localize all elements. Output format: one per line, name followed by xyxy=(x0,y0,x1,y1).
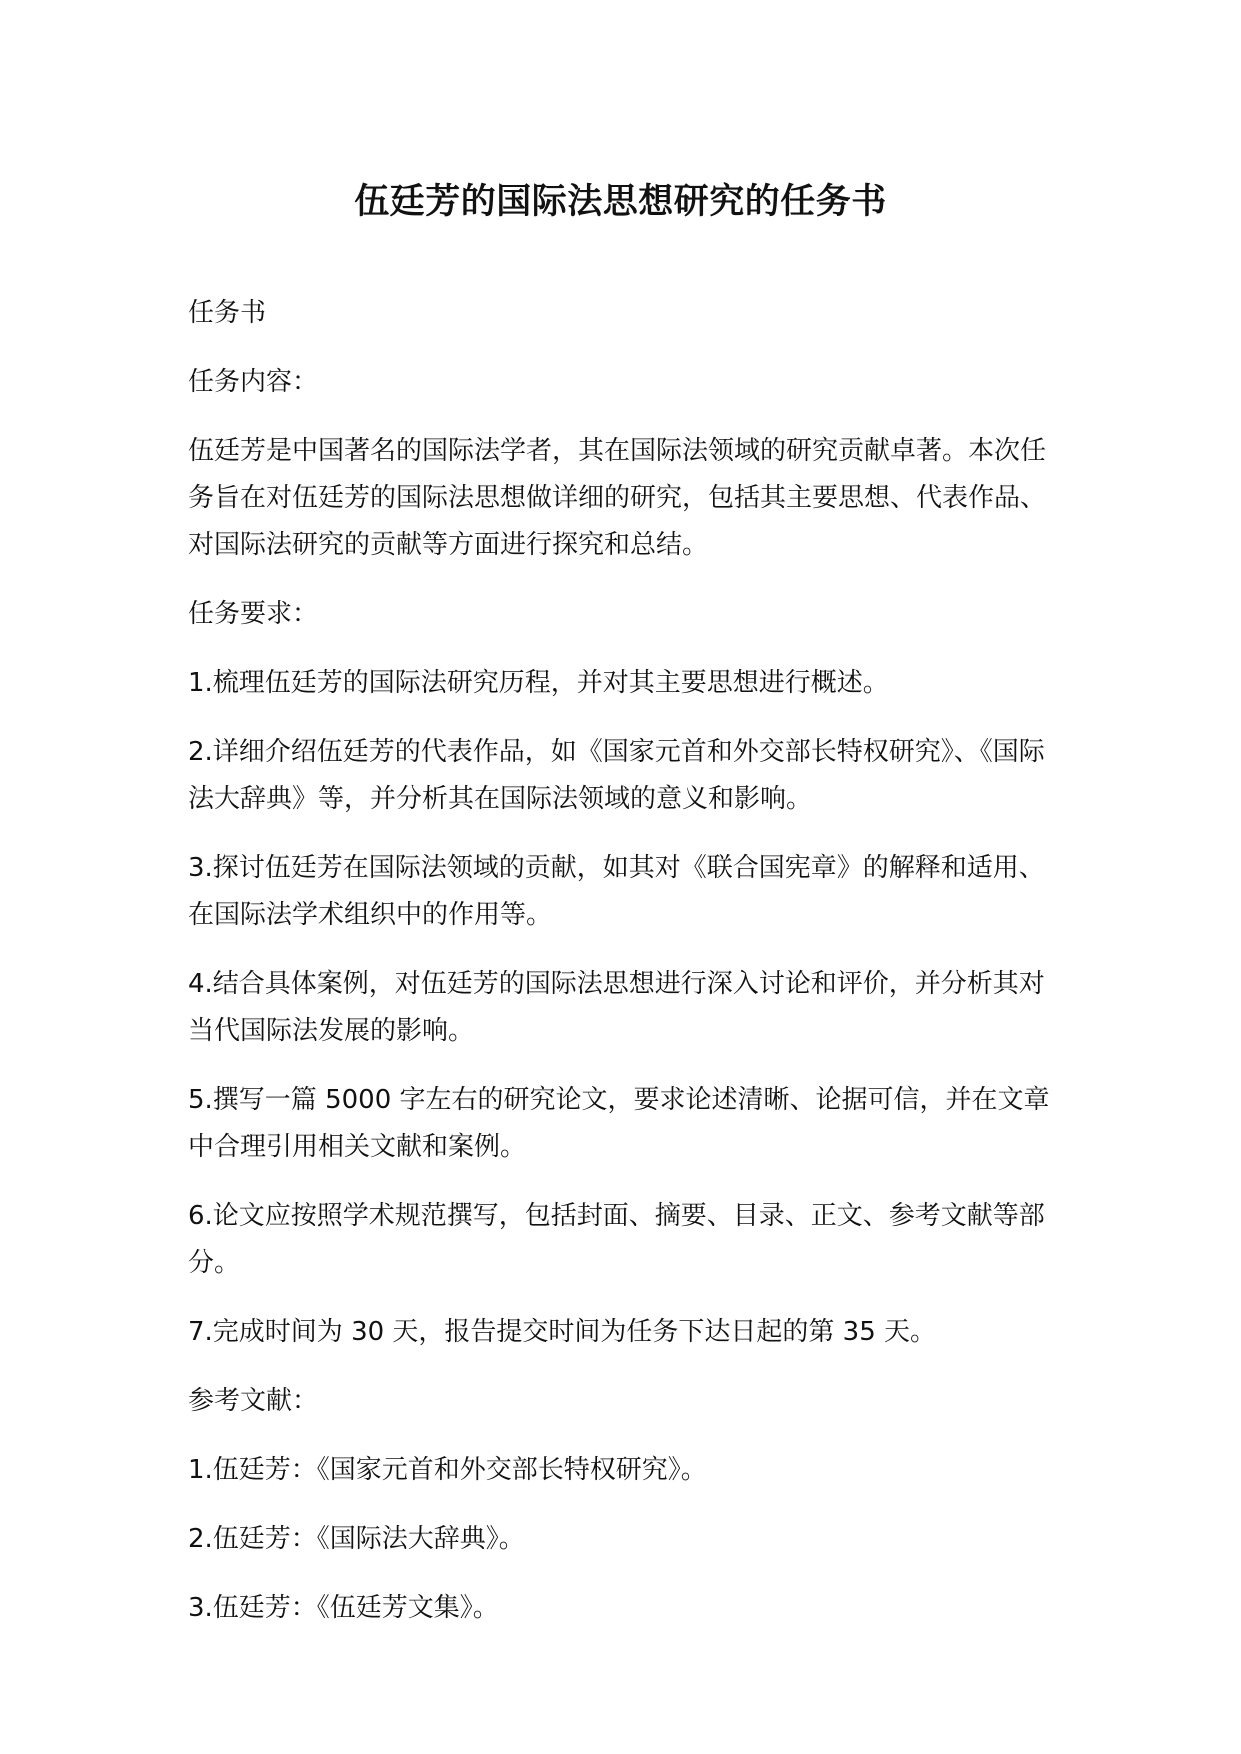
heading-references: 参考文献： xyxy=(188,1386,319,1416)
heading-task-content: 任务内容： xyxy=(188,367,319,397)
requirement-item-3: 3.探讨伍廷芳在国际法领域的贡献，如其对《联合国宪章》的解释和适用、在国际法学术组织中的作用等。 xyxy=(188,853,1045,930)
requirement-item-6: 6.论文应按照学术规范撰写，包括封面、摘要、目录、正文、参考文献等部分。 xyxy=(188,1201,1045,1278)
reference-item-2: 2.伍廷芳：《国际法大辞典》。 xyxy=(188,1524,525,1554)
reference-item-1: 1.伍廷芳：《国家元首和外交部长特权研究》。 xyxy=(188,1455,707,1485)
task-content-paragraph: 伍廷芳是中国著名的国际法学者，其在国际法领域的研究贡献卓著。本次任务旨在对伍廷芳的国际法思想做详细的研究，包括其主要思想、代表作品、对国际法研究的贡献等方面进行探究和总结。 xyxy=(188,436,1047,560)
document-title: 伍廷芳的国际法思想研究的任务书 xyxy=(354,182,887,222)
requirement-item-2: 2.详细介绍伍廷芳的代表作品，如《国家元首和外交部长特权研究》、《国际法大辞典》等，并分析其在国际法领域的意义和影响。 xyxy=(188,737,1045,814)
heading-task-requirements: 任务要求： xyxy=(188,599,319,629)
requirement-item-7: 7.完成时间为 30 天，报告提交时间为任务下达日起的第 35 天。 xyxy=(188,1317,937,1347)
requirement-item-5: 5.撰写一篇 5000 字左右的研究论文，要求论述清晰、论据可信，并在文章中合理引用相关文献和案例。 xyxy=(188,1085,1050,1162)
requirement-item-4: 4.结合具体案例，对伍廷芳的国际法思想进行深入讨论和评价，并分析其对当代国际法发展的影响。 xyxy=(188,969,1045,1046)
document-body xyxy=(188,290,1068,1654)
heading-task-book: 任务书 xyxy=(188,298,267,328)
reference-item-3: 3.伍廷芳：《伍廷芳文集》。 xyxy=(188,1593,499,1623)
requirement-item-1: 1.梳理伍廷芳的国际法研究历程，并对其主要思想进行概述。 xyxy=(188,668,889,698)
